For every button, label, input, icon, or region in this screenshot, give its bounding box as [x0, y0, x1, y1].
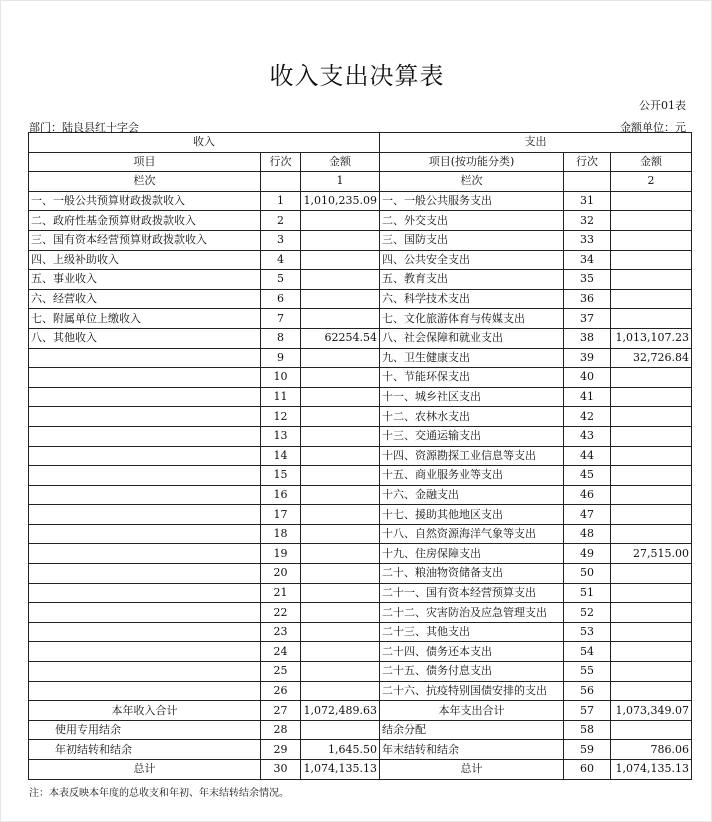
expense-amount — [611, 524, 692, 544]
expense-row-number: 56 — [564, 681, 611, 701]
income-item — [29, 622, 261, 642]
expense-amount — [611, 309, 692, 329]
summary-income-amount: 1,072,489.63 — [301, 701, 380, 721]
expense-item: 九、卫生健康支出 — [380, 348, 564, 368]
table-row — [29, 328, 692, 348]
income-amount — [301, 368, 380, 388]
expense-amount — [611, 407, 692, 427]
income-item: 一、一般公共预算财政拨款收入 — [29, 191, 261, 211]
summary-income-item: 本年收入合计 — [29, 701, 261, 721]
summary-income-row-number: 27 — [261, 701, 301, 721]
summary-row — [29, 720, 692, 740]
income-row-number: 22 — [261, 603, 301, 623]
income-expense-table — [28, 132, 692, 780]
income-row-number: 26 — [261, 681, 301, 701]
expense-amount — [611, 466, 692, 486]
summary-expense-item: 结余分配 — [380, 720, 564, 740]
expense-item: 二十四、债务还本支出 — [380, 642, 564, 662]
income-item-header: 项目 — [29, 152, 261, 172]
income-row-number: 18 — [261, 524, 301, 544]
income-item — [29, 485, 261, 505]
income-row-number: 5 — [261, 270, 301, 290]
page-title: 收入支出决算表 — [269, 62, 445, 90]
summary-income-row-number: 30 — [261, 760, 301, 780]
table-row — [29, 211, 692, 231]
income-amount — [301, 583, 380, 603]
table-row — [29, 505, 692, 525]
income-amount — [301, 564, 380, 584]
table-row — [29, 681, 692, 701]
income-row-number: 21 — [261, 583, 301, 603]
income-amount — [301, 270, 380, 290]
expense-amount — [611, 485, 692, 505]
income-amount — [301, 662, 380, 682]
table-row — [29, 485, 692, 505]
income-item — [29, 505, 261, 525]
expense-row-number: 49 — [564, 544, 611, 564]
income-amount — [301, 681, 380, 701]
income-row-number: 16 — [261, 485, 301, 505]
expense-item: 十七、援助其他地区支出 — [380, 505, 564, 525]
summary-expense-item: 总计 — [380, 760, 564, 780]
expense-row-number: 54 — [564, 642, 611, 662]
income-amount — [301, 505, 380, 525]
expense-row-number: 39 — [564, 348, 611, 368]
form-code: 公开01表 — [639, 99, 686, 112]
income-item — [29, 642, 261, 662]
summary-income-amount — [301, 720, 380, 740]
table-row — [29, 622, 692, 642]
summary-expense-amount: 786.06 — [611, 740, 692, 760]
income-item — [29, 564, 261, 584]
expense-amount — [611, 603, 692, 623]
expense-row-number: 40 — [564, 368, 611, 388]
summary-income-amount: 1,074,135.13 — [301, 760, 380, 780]
expense-item: 二、外交支出 — [380, 211, 564, 231]
expense-item: 二十二、灾害防治及应急管理支出 — [380, 603, 564, 623]
income-col-number: 1 — [301, 172, 380, 192]
expense-rowno-header: 行次 — [564, 152, 611, 172]
income-amount — [301, 524, 380, 544]
expense-row-number: 44 — [564, 446, 611, 466]
header-row-columns — [29, 152, 692, 172]
income-col-label: 栏次 — [29, 172, 261, 192]
amount-unit-label: 金额单位：元 — [620, 121, 686, 134]
expense-item: 五、教育支出 — [380, 270, 564, 290]
department-label: 部门：陆良县红十字会 — [29, 121, 139, 134]
income-row-number: 17 — [261, 505, 301, 525]
table-row — [29, 230, 692, 250]
expense-row-number: 47 — [564, 505, 611, 525]
expense-amount — [611, 583, 692, 603]
income-amount — [301, 348, 380, 368]
expense-row-number: 55 — [564, 662, 611, 682]
summary-income-row-number: 28 — [261, 720, 301, 740]
expense-row-number: 34 — [564, 250, 611, 270]
income-item — [29, 426, 261, 446]
income-row-number: 19 — [261, 544, 301, 564]
summary-expense-item: 本年支出合计 — [380, 701, 564, 721]
table-row — [29, 603, 692, 623]
expense-row-number: 53 — [564, 622, 611, 642]
expense-row-number: 46 — [564, 485, 611, 505]
expense-row-number: 51 — [564, 583, 611, 603]
income-amount — [301, 309, 380, 329]
income-row-number: 25 — [261, 662, 301, 682]
expense-amount — [611, 250, 692, 270]
table-row — [29, 564, 692, 584]
table-row — [29, 289, 692, 309]
income-row-number: 20 — [261, 564, 301, 584]
table-row — [29, 466, 692, 486]
expense-row-number: 52 — [564, 603, 611, 623]
income-item — [29, 524, 261, 544]
income-amount — [301, 387, 380, 407]
expense-item-header: 项目(按功能分类) — [380, 152, 564, 172]
table-row — [29, 250, 692, 270]
income-header: 收入 — [29, 133, 380, 153]
income-amount — [301, 407, 380, 427]
table-row — [29, 368, 692, 388]
income-item: 八、其他收入 — [29, 328, 261, 348]
income-amount — [301, 426, 380, 446]
expense-amount: 1,013,107.23 — [611, 328, 692, 348]
income-amount-header: 金额 — [301, 152, 380, 172]
expense-item: 十九、住房保障支出 — [380, 544, 564, 564]
table-row — [29, 662, 692, 682]
expense-item: 二十、粮油物资储备支出 — [380, 564, 564, 584]
income-amount — [301, 466, 380, 486]
expense-item: 七、文化旅游体育与传媒支出 — [380, 309, 564, 329]
income-item: 四、上级补助收入 — [29, 250, 261, 270]
expense-item: 一、一般公共服务支出 — [380, 191, 564, 211]
summary-expense-amount: 1,073,349.07 — [611, 701, 692, 721]
expense-amount — [611, 270, 692, 290]
expense-row-number: 31 — [564, 191, 611, 211]
income-item — [29, 387, 261, 407]
expense-row-number: 45 — [564, 466, 611, 486]
expense-item: 四、公共安全支出 — [380, 250, 564, 270]
income-item: 三、国有资本经营预算财政拨款收入 — [29, 230, 261, 250]
income-row-number: 10 — [261, 368, 301, 388]
income-row-number: 9 — [261, 348, 301, 368]
income-item — [29, 446, 261, 466]
income-item — [29, 681, 261, 701]
expense-amount — [611, 505, 692, 525]
expense-row-number: 36 — [564, 289, 611, 309]
expense-item: 十八、自然资源海洋气象等支出 — [380, 524, 564, 544]
income-item: 五、事业收入 — [29, 270, 261, 290]
expense-amount: 32,726.84 — [611, 348, 692, 368]
expense-amount — [611, 662, 692, 682]
summary-income-row-number: 29 — [261, 740, 301, 760]
income-row-number: 23 — [261, 622, 301, 642]
expense-item: 三、国防支出 — [380, 230, 564, 250]
income-row-number: 3 — [261, 230, 301, 250]
expense-item: 十二、农林水支出 — [380, 407, 564, 427]
expense-item: 十一、城乡社区支出 — [380, 387, 564, 407]
expense-amount — [611, 622, 692, 642]
expense-item: 八、社会保障和就业支出 — [380, 328, 564, 348]
expense-item: 二十五、债务付息支出 — [380, 662, 564, 682]
income-row-number: 4 — [261, 250, 301, 270]
expense-row-number: 35 — [564, 270, 611, 290]
summary-expense-row-number: 57 — [564, 701, 611, 721]
summary-expense-item: 年末结转和结余 — [380, 740, 564, 760]
income-item — [29, 466, 261, 486]
income-row-number: 2 — [261, 211, 301, 231]
expense-row-number: 42 — [564, 407, 611, 427]
table-row — [29, 407, 692, 427]
income-item: 六、经营收入 — [29, 289, 261, 309]
table-row — [29, 524, 692, 544]
expense-item: 六、科学技术支出 — [380, 289, 564, 309]
expense-row-number: 41 — [564, 387, 611, 407]
income-amount — [301, 642, 380, 662]
table-row — [29, 544, 692, 564]
expense-amount — [611, 289, 692, 309]
table-row — [29, 348, 692, 368]
expense-col-label: 栏次 — [380, 172, 564, 192]
income-row-number: 1 — [261, 191, 301, 211]
income-amount — [301, 289, 380, 309]
income-amount — [301, 622, 380, 642]
income-item — [29, 348, 261, 368]
income-amount — [301, 544, 380, 564]
expense-header: 支出 — [380, 133, 692, 153]
expense-item: 十六、金融支出 — [380, 485, 564, 505]
table-row — [29, 426, 692, 446]
summary-expense-row-number: 58 — [564, 720, 611, 740]
expense-row-number: 48 — [564, 524, 611, 544]
expense-amount: 27,515.00 — [611, 544, 692, 564]
income-item — [29, 407, 261, 427]
summary-expense-amount — [611, 720, 692, 740]
summary-income-item: 总计 — [29, 760, 261, 780]
income-item: 七、附属单位上缴收入 — [29, 309, 261, 329]
expense-item: 二十六、抗疫特别国债安排的支出 — [380, 681, 564, 701]
summary-income-amount: 1,645.50 — [301, 740, 380, 760]
expense-row-number: 43 — [564, 426, 611, 446]
header-row-col-index — [29, 172, 692, 192]
table-row — [29, 270, 692, 290]
summary-expense-row-number: 60 — [564, 760, 611, 780]
income-item — [29, 544, 261, 564]
income-row-number: 11 — [261, 387, 301, 407]
expense-amount — [611, 211, 692, 231]
summary-expense-amount: 1,074,135.13 — [611, 760, 692, 780]
expense-amount — [611, 564, 692, 584]
income-item — [29, 583, 261, 603]
income-row-number: 7 — [261, 309, 301, 329]
expense-amount — [611, 642, 692, 662]
income-amount: 62254.54 — [301, 328, 380, 348]
expense-row-number: 38 — [564, 328, 611, 348]
expense-col-number: 2 — [611, 172, 692, 192]
income-amount — [301, 446, 380, 466]
table-row — [29, 309, 692, 329]
income-amount — [301, 485, 380, 505]
expense-amount — [611, 681, 692, 701]
income-amount — [301, 603, 380, 623]
expense-item: 十四、资源勘探工业信息等支出 — [380, 446, 564, 466]
expense-row-number: 50 — [564, 564, 611, 584]
income-row-number: 14 — [261, 446, 301, 466]
summary-row — [29, 740, 692, 760]
expense-item: 二十一、国有资本经营预算支出 — [380, 583, 564, 603]
income-row-number: 24 — [261, 642, 301, 662]
table-row — [29, 387, 692, 407]
income-amount — [301, 211, 380, 231]
summary-expense-row-number: 59 — [564, 740, 611, 760]
expense-item: 十五、商业服务业等支出 — [380, 466, 564, 486]
expense-row-number: 32 — [564, 211, 611, 231]
expense-item: 十三、交通运输支出 — [380, 426, 564, 446]
expense-item: 十、节能环保支出 — [380, 368, 564, 388]
income-amount — [301, 250, 380, 270]
header-row-sections — [29, 133, 692, 153]
summary-row — [29, 760, 692, 780]
income-row-number: 12 — [261, 407, 301, 427]
income-item — [29, 662, 261, 682]
table-row — [29, 583, 692, 603]
empty-cell — [261, 172, 301, 192]
expense-amount — [611, 426, 692, 446]
income-row-number: 8 — [261, 328, 301, 348]
income-item — [29, 368, 261, 388]
expense-row-number: 33 — [564, 230, 611, 250]
income-row-number: 6 — [261, 289, 301, 309]
expense-amount — [611, 191, 692, 211]
income-row-number: 15 — [261, 466, 301, 486]
expense-amount — [611, 387, 692, 407]
summary-income-item: 年初结转和结余 — [29, 740, 261, 760]
expense-row-number: 37 — [564, 309, 611, 329]
income-rowno-header: 行次 — [261, 152, 301, 172]
summary-row — [29, 701, 692, 721]
expense-amount — [611, 446, 692, 466]
empty-cell — [564, 172, 611, 192]
table-row — [29, 642, 692, 662]
expense-amount — [611, 230, 692, 250]
expense-amount — [611, 368, 692, 388]
income-amount: 1,010,235.09 — [301, 191, 380, 211]
income-item: 二、政府性基金预算财政拨款收入 — [29, 211, 261, 231]
table-row — [29, 191, 692, 211]
table-row — [29, 446, 692, 466]
footnote: 注：本表反映本年度的总收支和年初、年末结转结余情况。 — [29, 788, 289, 799]
income-row-number: 13 — [261, 426, 301, 446]
income-item — [29, 603, 261, 623]
income-amount — [301, 230, 380, 250]
summary-income-item: 使用专用结余 — [29, 720, 261, 740]
expense-amount-header: 金额 — [611, 152, 692, 172]
expense-item: 二十三、其他支出 — [380, 622, 564, 642]
